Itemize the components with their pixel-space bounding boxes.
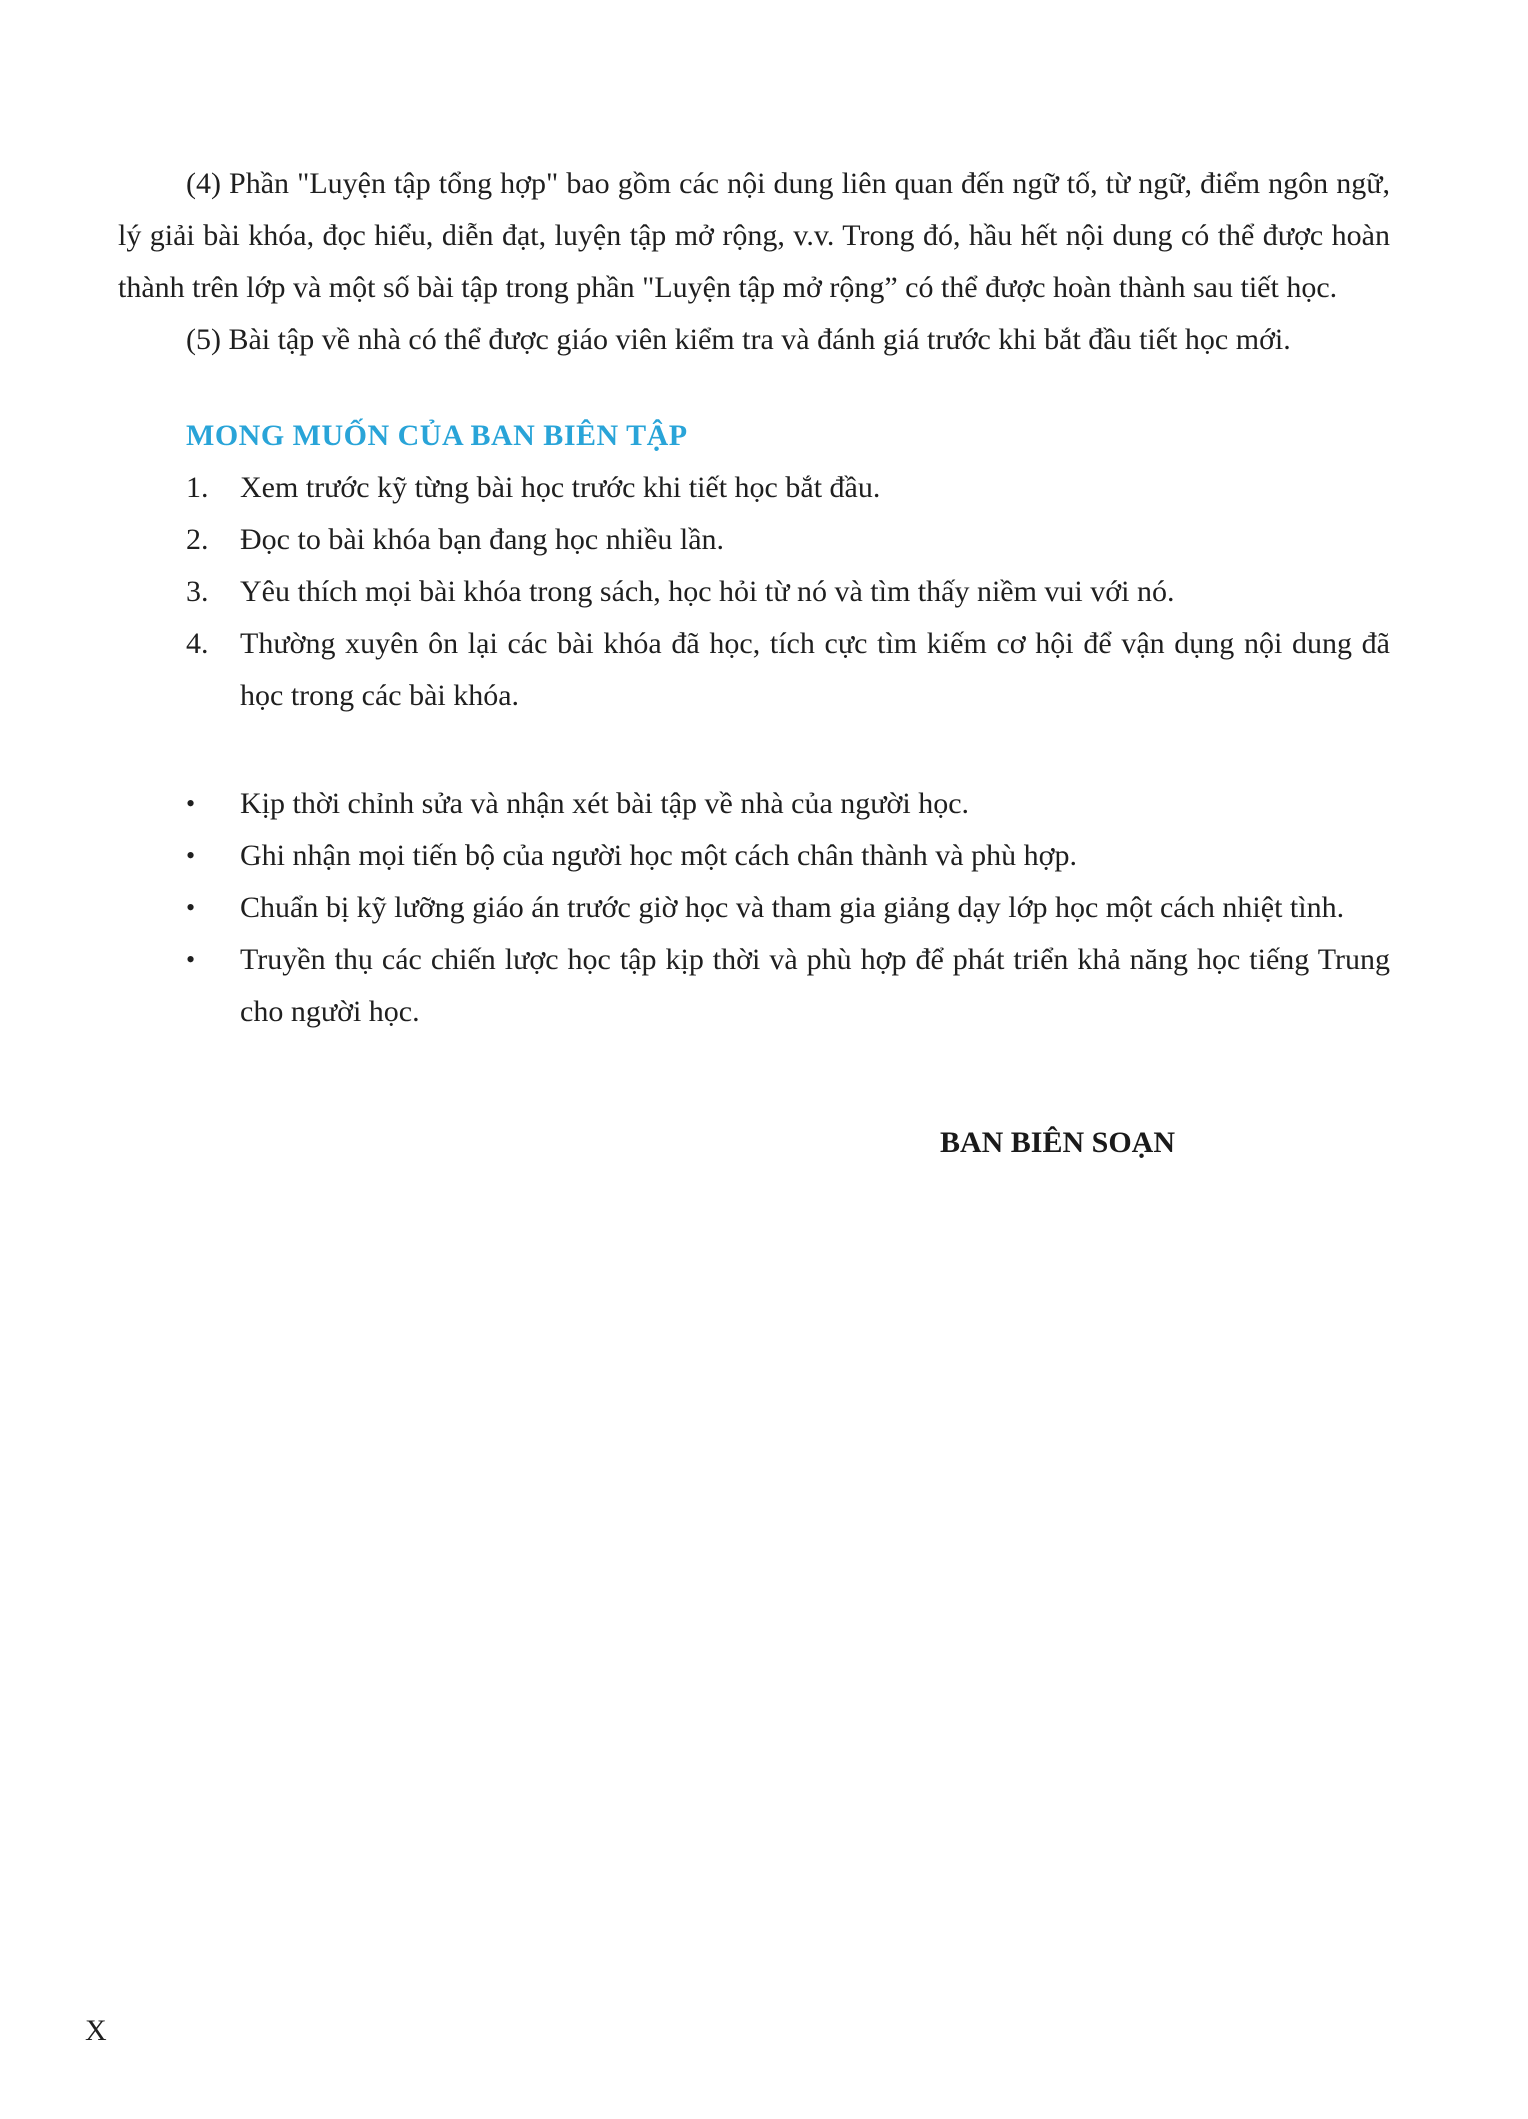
- list-item: [118, 462, 1390, 514]
- list-item-text: Chuẩn bị kỹ lưỡng giáo án trước giờ học và tham gia giảng dạy lớp học một cách nhiệt tình.: [240, 891, 1345, 924]
- list-item-number: 4.: [186, 627, 209, 660]
- bullet-icon: •: [186, 841, 196, 870]
- list-item: [118, 618, 1390, 722]
- numbered-list: [118, 462, 1390, 722]
- list-item: [118, 934, 1390, 1038]
- list-item: [118, 566, 1390, 618]
- list-item-text: Xem trước kỹ từng bài học trước khi tiết học bắt đầu.: [240, 471, 881, 504]
- page-content: [118, 158, 1390, 1169]
- list-item-text: Đọc to bài khóa bạn đang học nhiều lần.: [240, 523, 725, 556]
- list-item-number: 2.: [186, 523, 209, 556]
- list-item: [118, 882, 1390, 934]
- list-item-text: Kịp thời chỉnh sửa và nhận xét bài tập về nhà của người học.: [240, 787, 970, 820]
- list-item-text: Yêu thích mọi bài khóa trong sách, học hỏi từ nó và tìm thấy niềm vui với nó.: [240, 575, 1175, 608]
- list-item-text: Thường xuyên ôn lại các bài khóa đã học, tích cực tìm kiếm cơ hội để vận dụng nội dung đã học trong các bài khóa.: [240, 627, 1390, 712]
- editorial-board-signature: BAN BIÊN SOẠN: [939, 1126, 1175, 1159]
- list-item-number: 3.: [186, 575, 209, 608]
- page-number: X: [85, 2014, 107, 2047]
- list-item-text: Ghi nhận mọi tiến bộ của người học một cách chân thành và phù hợp.: [240, 839, 1077, 872]
- bullet-icon: •: [186, 945, 196, 974]
- bullet-icon: •: [186, 893, 196, 922]
- section-heading: MONG MUỐN CỦA BAN BIÊN TẬP: [186, 419, 688, 452]
- list-item: [118, 514, 1390, 566]
- paragraph-4: (4) Phần "Luyện tập tổng hợp" bao gồm các nội dung liên quan đến ngữ tố, từ ngữ, điểm ngôn ngữ, lý giải bài khóa, đọc hiểu, diễn đạt, luyện tập mở rộng, v.v. Trong đó, hầu hết nội dung có thể được hoàn thành trên lớp và một số bài tập trong phần "Luyện tập mở rộng” có thể được hoàn thành sau tiết học.: [118, 167, 1390, 304]
- bullet-icon: •: [186, 789, 196, 818]
- list-item-text: Truyền thụ các chiến lược học tập kịp thời và phù hợp để phát triển khả năng học tiếng Trung cho người học.: [240, 943, 1390, 1028]
- bullet-list: [118, 778, 1390, 1038]
- list-item: [118, 830, 1390, 882]
- list-item-number: 1.: [186, 471, 209, 504]
- paragraph-5: (5) Bài tập về nhà có thể được giáo viên kiểm tra và đánh giá trước khi bắt đầu tiết học mới.: [186, 323, 1291, 356]
- list-item: [118, 778, 1390, 830]
